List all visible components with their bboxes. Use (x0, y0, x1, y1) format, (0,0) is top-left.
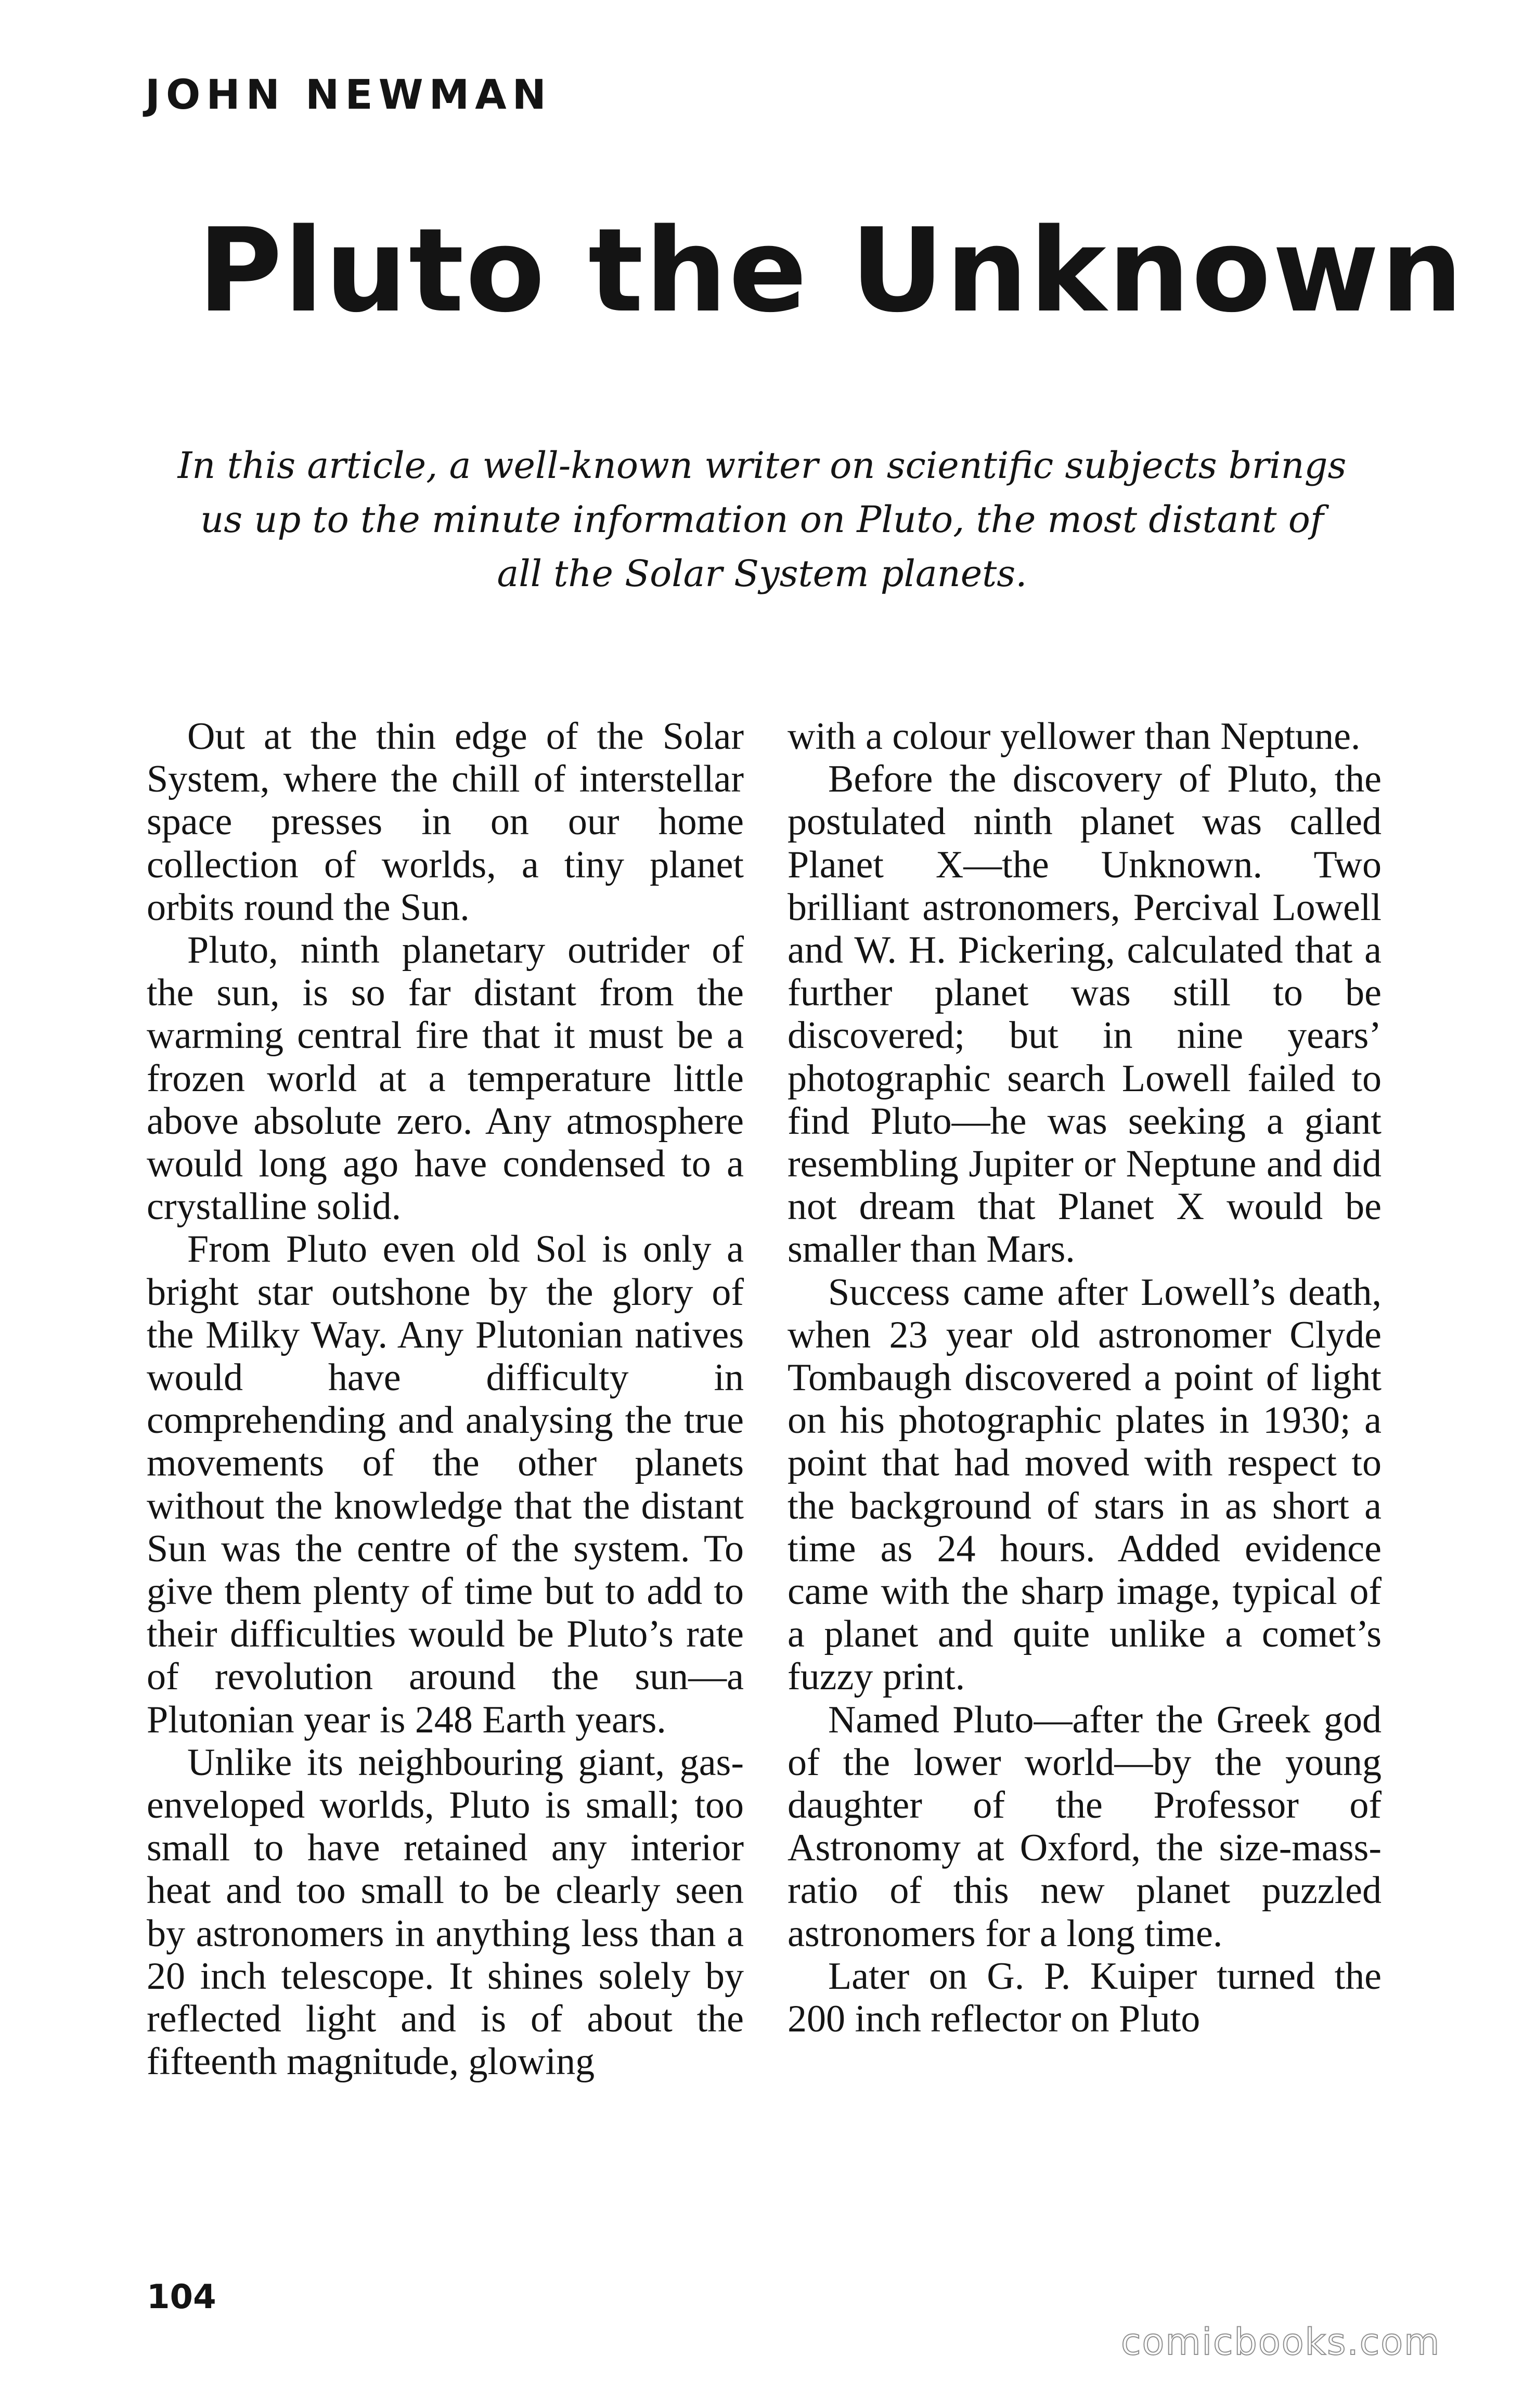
paragraph: Out at the thin edge of the Solar System, where the chill of interstellar space presses in on our home collection of worlds, a tiny planet orbits round the Sun. (147, 715, 744, 929)
author-name: JOHN NEWMAN (145, 72, 552, 119)
article-title: Pluto the Unknown (198, 204, 1465, 338)
paragraph: Success came after Lowell’s death, when 23 year old astronomer Clyde Tombaugh discovered a point of light on his photographic plates in 1930; a point that had moved with respect to the background of stars in as short a time as 24 hours. Added evidence came with the sharp image, typical of a planet and quite unlike a comet’s fuzzy print. (788, 1271, 1382, 1699)
paragraph: Pluto, ninth planetary outrider of the sun, is so far distant from the warming central fire that it must be a frozen world at a temperature little above absolute zero. Any atmosphere would long ago have condensed to a crystalline solid. (147, 929, 744, 1228)
left-column (147, 715, 744, 2083)
paragraph: Unlike its neighbouring giant, gas-enveloped worlds, Pluto is small; too small to have retained any interior heat and too small to be clearly seen by astronomers in anything less than a 20 inch telescope. It shines solely by reflected light and is of about the fifteenth magnitude, glowing (147, 1741, 744, 2083)
article-subtitle: In this article, a well-known writer on scientific subjects brings us up to the minute information on Pluto, the most distant of all the Solar System planets. (177, 444, 1347, 595)
right-column (788, 715, 1382, 2040)
paragraph-continuation: with a colour yellower than Neptune. (788, 715, 1361, 758)
paragraph: Before the discovery of Pluto, the postulated ninth planet was called Planet X—the Unknown. Two brilliant astronomers, Percival Lowell and W. H. Pickering, calculated that a further planet was still to be discovered; but in nine years’ photographic search Lowell failed to find Pluto—he was seeking a giant resembling Jupiter or Neptune and did not dream that Planet X would be smaller than Mars. (788, 758, 1382, 1271)
paragraph: Later on G. P. Kuiper turned the 200 inch reflector on Pluto (788, 1954, 1382, 2041)
paragraph: Named Pluto—after the Greek god of the lower world—by the young daughter of the Professor of Astronomy at Oxford, the size-mass-ratio of this new planet puzzled astronomers for a long time. (788, 1698, 1382, 1955)
paragraph: From Pluto even old Sol is only a bright star outshone by the glory of the Milky Way. Any Plutonian natives would have difficulty in comprehending and analysing the true movements of the other planets without the knowledge that the distant Sun was the centre of the system. To give them plenty of time but to add to their difficulties would be Pluto’s rate of revolution around the sun—a Plutonian year is 248 Earth years. (147, 1228, 744, 1741)
watermark: comicbooks.com (1121, 2321, 1441, 2363)
page-number: 104 (147, 2278, 216, 2316)
